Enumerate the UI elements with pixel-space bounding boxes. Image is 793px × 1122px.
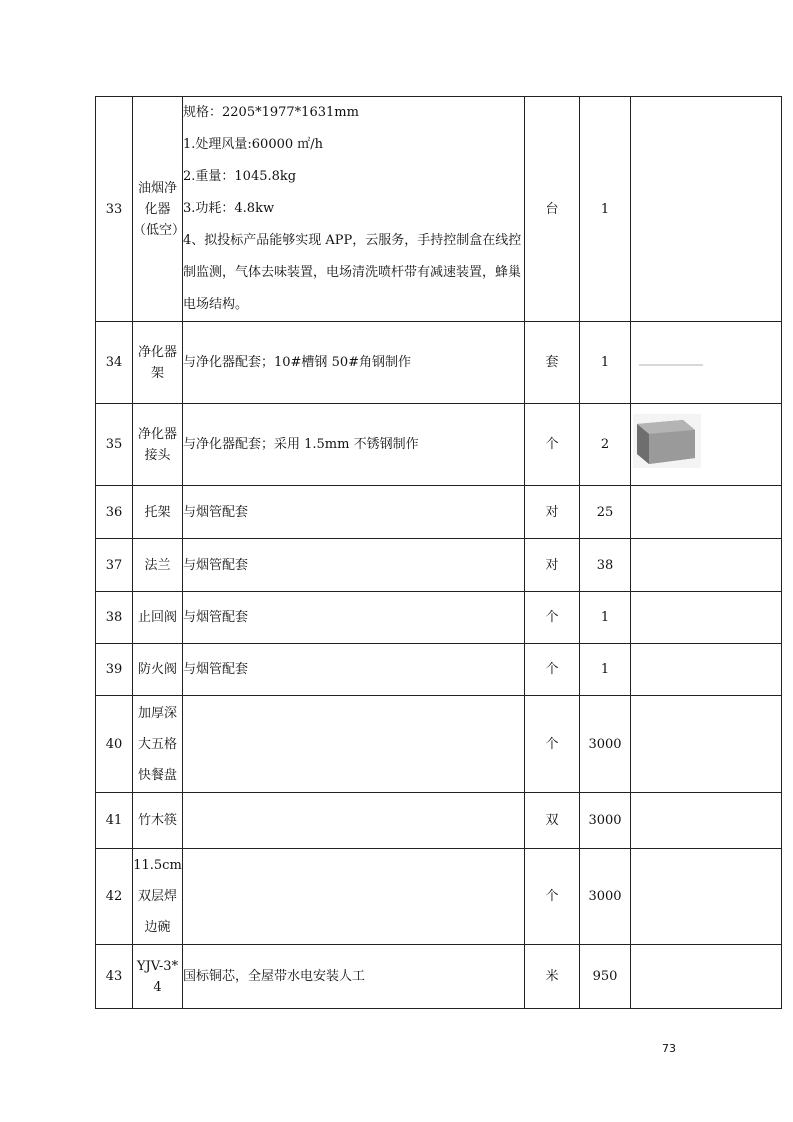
item-name: 止回阀	[133, 592, 183, 644]
table-row	[96, 322, 782, 404]
table-row	[96, 696, 782, 793]
item-quantity: 3000	[580, 849, 631, 945]
item-name: 净化器架	[133, 322, 183, 404]
row-number: 35	[96, 404, 133, 486]
item-unit: 套	[525, 322, 580, 404]
connector-photo	[633, 414, 701, 468]
item-name: 法兰	[133, 539, 183, 592]
row-number: 36	[96, 486, 133, 539]
item-unit: 米	[525, 945, 580, 1009]
table-row	[96, 97, 782, 322]
item-quantity: 1	[580, 97, 631, 322]
item-quantity: 3000	[580, 793, 631, 849]
item-description	[183, 793, 525, 849]
item-quantity: 1	[580, 322, 631, 404]
table-row	[96, 486, 782, 539]
item-unit: 个	[525, 644, 580, 696]
row-number: 40	[96, 696, 133, 793]
equipment-spec-table	[95, 96, 782, 1009]
item-quantity: 25	[580, 486, 631, 539]
item-description: 与烟管配套	[183, 592, 525, 644]
item-unit: 对	[525, 539, 580, 592]
desc-line: 规格：2205*1977*1631mm	[183, 105, 359, 120]
item-unit: 双	[525, 793, 580, 849]
row-number: 33	[96, 97, 133, 322]
item-description	[183, 97, 525, 322]
item-unit: 台	[525, 97, 580, 322]
item-image-cell	[631, 644, 782, 696]
item-image-cell	[631, 849, 782, 945]
item-quantity: 38	[580, 539, 631, 592]
table-row	[96, 849, 782, 945]
item-image-cell	[631, 322, 782, 404]
item-description: 与烟管配套	[183, 539, 525, 592]
item-description: 与净化器配套；采用 1.5mm 不锈钢制作	[183, 404, 525, 486]
table-row	[96, 404, 782, 486]
row-number: 43	[96, 945, 133, 1009]
item-description	[183, 696, 525, 793]
item-name: 11.5cm双层焊边碗	[133, 849, 183, 945]
row-number: 37	[96, 539, 133, 592]
item-image-cell	[631, 486, 782, 539]
item-image-cell	[631, 696, 782, 793]
item-unit: 对	[525, 486, 580, 539]
table-row	[96, 793, 782, 849]
item-unit: 个	[525, 696, 580, 793]
item-description: 与净化器配套；10#槽钢 50#角钢制作	[183, 322, 525, 404]
table-row	[96, 539, 782, 592]
item-quantity: 950	[580, 945, 631, 1009]
desc-line: 4、拟投标产品能够实现 APP，云服务，手持控制盒在线控制监测，气体去味装置，电场清洗喷杆带有减速装置，蜂巢电场结构。	[183, 233, 522, 312]
table-row	[96, 644, 782, 696]
item-image-cell	[631, 539, 782, 592]
item-description: 国标铜芯，全屋带水电安装人工	[183, 945, 525, 1009]
item-name: 油烟净化器（低空）	[133, 97, 183, 322]
item-name: 防火阀	[133, 644, 183, 696]
row-number: 38	[96, 592, 133, 644]
item-quantity: 1	[580, 644, 631, 696]
item-name: 竹木筷	[133, 793, 183, 849]
row-number: 41	[96, 793, 133, 849]
item-quantity: 1	[580, 592, 631, 644]
row-number: 42	[96, 849, 133, 945]
item-name: 净化器接头	[133, 404, 183, 486]
connector-photo-shape	[633, 414, 701, 468]
item-image-cell	[631, 404, 782, 486]
item-unit: 个	[525, 404, 580, 486]
item-quantity: 2	[580, 404, 631, 486]
item-name: 加厚深大五格快餐盘	[133, 696, 183, 793]
row-number: 39	[96, 644, 133, 696]
desc-line: 3.功耗：4.8kw	[183, 201, 275, 216]
item-image-cell	[631, 592, 782, 644]
desc-line: 2.重量：1045.8kg	[183, 169, 297, 184]
table-row	[96, 592, 782, 644]
item-image-cell	[631, 945, 782, 1009]
table-row	[96, 945, 782, 1009]
frame-photo	[639, 364, 703, 366]
item-description: 与烟管配套	[183, 486, 525, 539]
item-image-cell	[631, 793, 782, 849]
item-name: YJV-3*4	[133, 945, 183, 1009]
page-number: 73	[662, 1042, 676, 1055]
item-unit: 个	[525, 849, 580, 945]
item-description	[183, 849, 525, 945]
item-image-cell	[631, 97, 782, 322]
desc-line: 1.处理风量:60000 ㎡/h	[183, 137, 324, 152]
item-unit: 个	[525, 592, 580, 644]
item-quantity: 3000	[580, 696, 631, 793]
item-name: 托架	[133, 486, 183, 539]
row-number: 34	[96, 322, 133, 404]
item-description: 与烟管配套	[183, 644, 525, 696]
